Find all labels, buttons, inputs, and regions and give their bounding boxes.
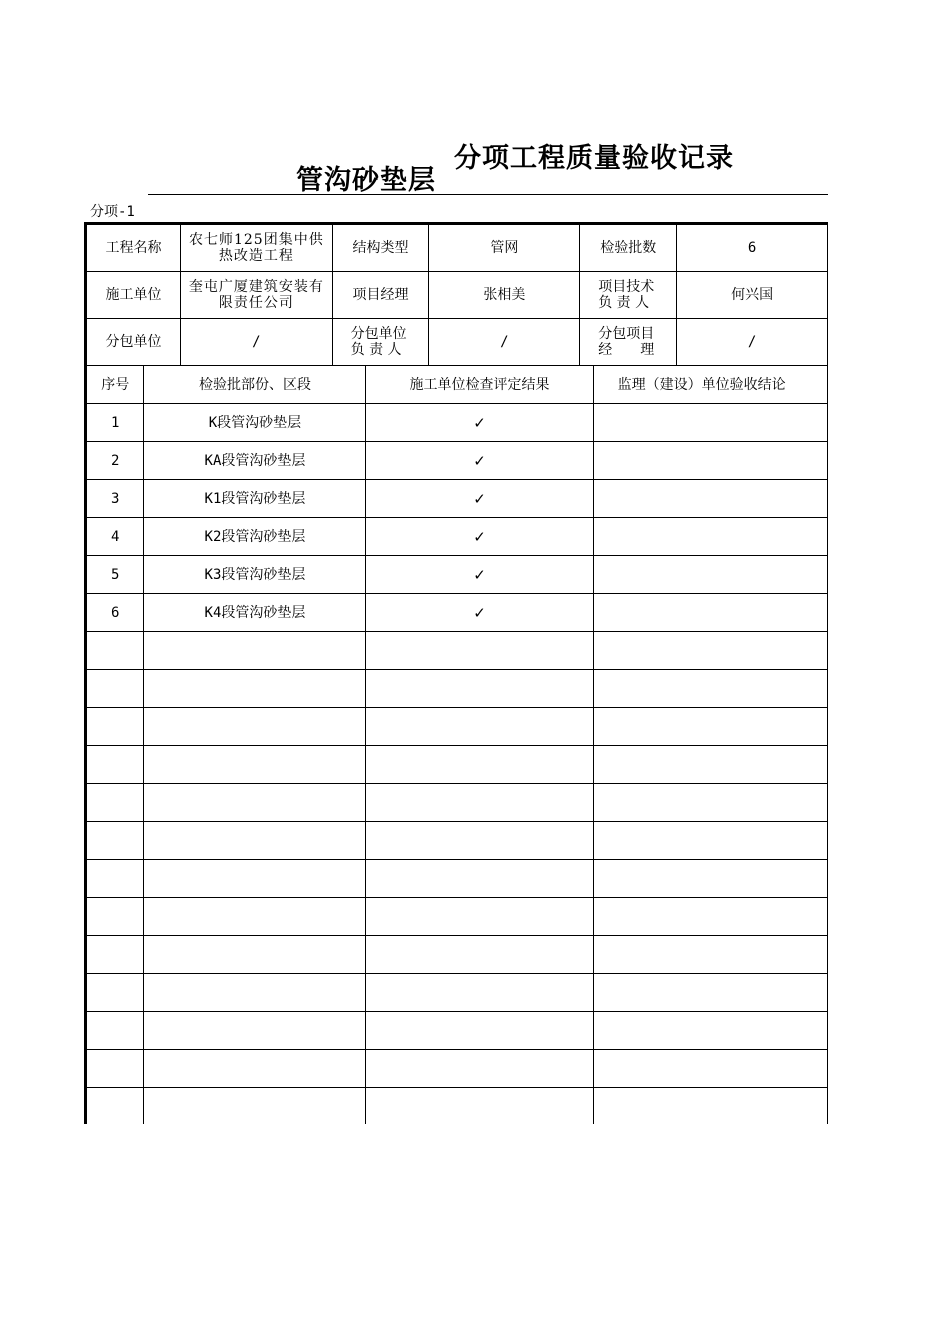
info-row-1 xyxy=(86,224,828,272)
table-row xyxy=(86,746,828,784)
row-location xyxy=(144,974,366,1012)
info-row-2 xyxy=(86,272,828,319)
row-seq xyxy=(86,936,144,974)
table-row xyxy=(86,936,828,974)
row-seq xyxy=(86,708,144,746)
row-contractor-result: ✓ xyxy=(366,442,593,480)
table-row xyxy=(86,708,828,746)
row-supervisor-result xyxy=(593,556,827,594)
project-manager: 张相美 xyxy=(429,272,580,319)
contractor: 奎屯广厦建筑安装有限责任公司 xyxy=(181,272,333,319)
row-supervisor-result xyxy=(593,860,827,898)
table-row xyxy=(86,670,828,708)
label-contractor: 施工单位 xyxy=(86,272,181,319)
form-code: 分项-1 xyxy=(90,204,135,220)
row-seq xyxy=(86,784,144,822)
label-tech-lead xyxy=(580,272,677,319)
row-supervisor-result xyxy=(593,632,827,670)
row-seq xyxy=(86,1088,144,1125)
info-row-3 xyxy=(86,319,828,366)
row-contractor-result xyxy=(366,670,593,708)
row-location xyxy=(144,670,366,708)
label-subcontractor: 分包单位 xyxy=(86,319,181,366)
row-supervisor-result xyxy=(593,480,827,518)
row-seq: 3 xyxy=(86,480,144,518)
table-body xyxy=(86,404,828,1125)
table-row xyxy=(86,1012,828,1050)
row-seq: 5 xyxy=(86,556,144,594)
row-location: K1段管沟砂垫层 xyxy=(144,480,366,518)
row-supervisor-result xyxy=(593,746,827,784)
table-row xyxy=(86,404,828,442)
label-sub-lead xyxy=(332,319,429,366)
project-info-table xyxy=(84,222,828,366)
row-seq: 4 xyxy=(86,518,144,556)
row-supervisor-result xyxy=(593,594,827,632)
row-supervisor-result xyxy=(593,670,827,708)
row-contractor-result xyxy=(366,974,593,1012)
sub-lead: / xyxy=(429,319,580,366)
row-seq xyxy=(86,860,144,898)
tech-lead: 何兴国 xyxy=(677,272,828,319)
row-supervisor-result xyxy=(593,784,827,822)
row-contractor-result xyxy=(366,1050,593,1088)
row-supervisor-result xyxy=(593,518,827,556)
row-seq: 1 xyxy=(86,404,144,442)
col-header-seq: 序号 xyxy=(86,366,144,404)
row-location: KA段管沟砂垫层 xyxy=(144,442,366,480)
row-supervisor-result xyxy=(593,822,827,860)
table-row xyxy=(86,594,828,632)
row-location: K4段管沟砂垫层 xyxy=(144,594,366,632)
table-row xyxy=(86,860,828,898)
row-seq xyxy=(86,632,144,670)
label-sub-lead-line2: 负 责 人 xyxy=(350,342,402,358)
row-location xyxy=(144,708,366,746)
row-seq xyxy=(86,746,144,784)
row-seq: 6 xyxy=(86,594,144,632)
table-header xyxy=(86,366,828,404)
label-project-name: 工程名称 xyxy=(86,224,181,272)
label-sub-manager-line2: 经 理 xyxy=(598,342,655,358)
row-seq xyxy=(86,822,144,860)
row-contractor-result xyxy=(366,898,593,936)
page-title: 分项工程质量验收记录 xyxy=(454,143,734,174)
table-row xyxy=(86,518,828,556)
row-contractor-result xyxy=(366,708,593,746)
row-location xyxy=(144,632,366,670)
row-contractor-result xyxy=(366,822,593,860)
row-location xyxy=(144,936,366,974)
row-supervisor-result xyxy=(593,1012,827,1050)
row-contractor-result xyxy=(366,936,593,974)
row-location xyxy=(144,860,366,898)
row-contractor-result: ✓ xyxy=(366,404,593,442)
row-contractor-result: ✓ xyxy=(366,556,593,594)
table-row xyxy=(86,1050,828,1088)
row-supervisor-result xyxy=(593,974,827,1012)
page-subtitle: 管沟砂垫层 xyxy=(296,165,436,196)
label-sub-lead-line1: 分包单位 xyxy=(350,326,407,342)
label-tech-lead-line1: 项目技术 xyxy=(598,279,655,295)
row-location: K3段管沟砂垫层 xyxy=(144,556,366,594)
row-seq xyxy=(86,974,144,1012)
sub-manager: / xyxy=(677,319,828,366)
row-location xyxy=(144,1088,366,1125)
row-location xyxy=(144,746,366,784)
row-supervisor-result xyxy=(593,708,827,746)
title-underline xyxy=(148,194,828,195)
label-project-manager: 项目经理 xyxy=(332,272,429,319)
project-name: 农七师125团集中供热改造工程 xyxy=(181,224,333,272)
row-location: K2段管沟砂垫层 xyxy=(144,518,366,556)
label-sub-manager xyxy=(580,319,677,366)
row-supervisor-result xyxy=(593,404,827,442)
row-supervisor-result xyxy=(593,442,827,480)
row-location xyxy=(144,784,366,822)
row-contractor-result xyxy=(366,784,593,822)
row-location xyxy=(144,1050,366,1088)
row-contractor-result: ✓ xyxy=(366,480,593,518)
table-row xyxy=(86,1088,828,1125)
structure-type: 管网 xyxy=(429,224,580,272)
row-location xyxy=(144,898,366,936)
row-contractor-result xyxy=(366,1088,593,1125)
row-contractor-result xyxy=(366,632,593,670)
row-contractor-result xyxy=(366,860,593,898)
inspection-batch-table xyxy=(84,365,828,1124)
row-seq xyxy=(86,1050,144,1088)
row-contractor-result xyxy=(366,746,593,784)
row-seq: 2 xyxy=(86,442,144,480)
batch-count: 6 xyxy=(677,224,828,272)
label-batch-count: 检验批数 xyxy=(580,224,677,272)
row-supervisor-result xyxy=(593,1050,827,1088)
col-header-supervisor-result: 监理（建设）单位验收结论 xyxy=(593,366,827,404)
col-header-contractor-result: 施工单位检查评定结果 xyxy=(366,366,593,404)
table-row xyxy=(86,784,828,822)
subcontractor: / xyxy=(181,319,333,366)
label-structure-type: 结构类型 xyxy=(332,224,429,272)
row-contractor-result: ✓ xyxy=(366,594,593,632)
row-supervisor-result xyxy=(593,936,827,974)
record-form xyxy=(84,222,828,1124)
col-header-location: 检验批部份、区段 xyxy=(144,366,366,404)
row-location: K段管沟砂垫层 xyxy=(144,404,366,442)
row-location xyxy=(144,1012,366,1050)
row-supervisor-result xyxy=(593,1088,827,1125)
table-row xyxy=(86,442,828,480)
row-location xyxy=(144,822,366,860)
label-sub-manager-line1: 分包项目 xyxy=(598,326,655,342)
row-seq xyxy=(86,1012,144,1050)
row-contractor-result: ✓ xyxy=(366,518,593,556)
table-row xyxy=(86,556,828,594)
label-tech-lead-line2: 负 责 人 xyxy=(598,295,650,311)
table-row xyxy=(86,974,828,1012)
table-row xyxy=(86,632,828,670)
row-seq xyxy=(86,898,144,936)
row-seq xyxy=(86,670,144,708)
table-row xyxy=(86,898,828,936)
table-row xyxy=(86,480,828,518)
row-contractor-result xyxy=(366,1012,593,1050)
row-supervisor-result xyxy=(593,898,827,936)
table-row xyxy=(86,822,828,860)
